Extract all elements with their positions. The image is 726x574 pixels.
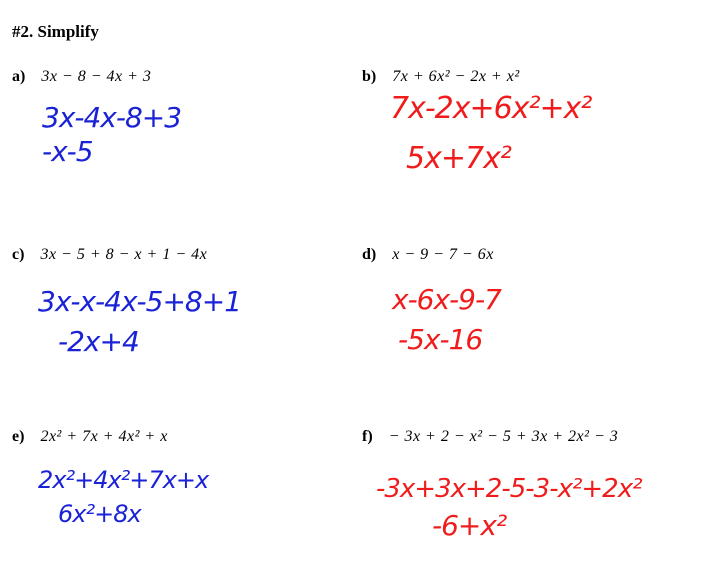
- worksheet-title: #2. Simplify: [12, 22, 99, 41]
- problem-e-work-line-2: 6x²+8x: [58, 500, 141, 528]
- problem-b-work-line-1: 7x-2x+6x²+x²: [390, 91, 592, 126]
- problem-a-expression: 3x − 8 − 4x + 3: [41, 68, 152, 85]
- problem-d-expression: x − 9 − 7 − 6x: [392, 246, 494, 263]
- problem-a-work-line-1: 3x-4x-8+3: [42, 101, 182, 134]
- problem-e-label: e): [12, 428, 25, 445]
- problem-b: [362, 68, 520, 86]
- problem-d-label: d): [362, 246, 377, 263]
- problem-a: [12, 68, 151, 86]
- problem-b-expression: 7x + 6x² − 2x + x²: [392, 68, 520, 85]
- problem-e: [12, 428, 168, 446]
- problem-c-work-line-2: -2x+4: [58, 325, 139, 358]
- problem-b-work-line-2: 5x+7x²: [406, 141, 511, 176]
- problem-f: [362, 428, 618, 446]
- problem-c: [12, 246, 207, 264]
- problem-d-work-line-1: x-6x-9-7: [392, 283, 501, 316]
- problem-c-work-line-1: 3x-x-4x-5+8+1: [38, 285, 242, 318]
- problem-a-label: a): [12, 68, 26, 85]
- problem-a-work-line-2: -x-5: [42, 135, 93, 168]
- problem-f-label: f): [362, 428, 373, 445]
- problem-b-label: b): [362, 68, 377, 85]
- problem-f-work-line-2: -6+x²: [432, 509, 507, 542]
- problem-c-label: c): [12, 246, 25, 263]
- problem-d-work-line-2: -5x-16: [398, 323, 483, 356]
- problem-c-expression: 3x − 5 + 8 − x + 1 − 4x: [40, 246, 208, 263]
- problem-f-work-line-1: -3x+3x+2-5-3-x²+2x²: [376, 474, 642, 504]
- problem-e-work-line-1: 2x²+4x²+7x+x: [38, 466, 209, 494]
- problem-d: [362, 246, 494, 264]
- problem-f-expression: − 3x + 2 − x² − 5 + 3x + 2x² − 3: [388, 428, 619, 445]
- problem-e-expression: 2x² + 7x + 4x² + x: [40, 428, 168, 445]
